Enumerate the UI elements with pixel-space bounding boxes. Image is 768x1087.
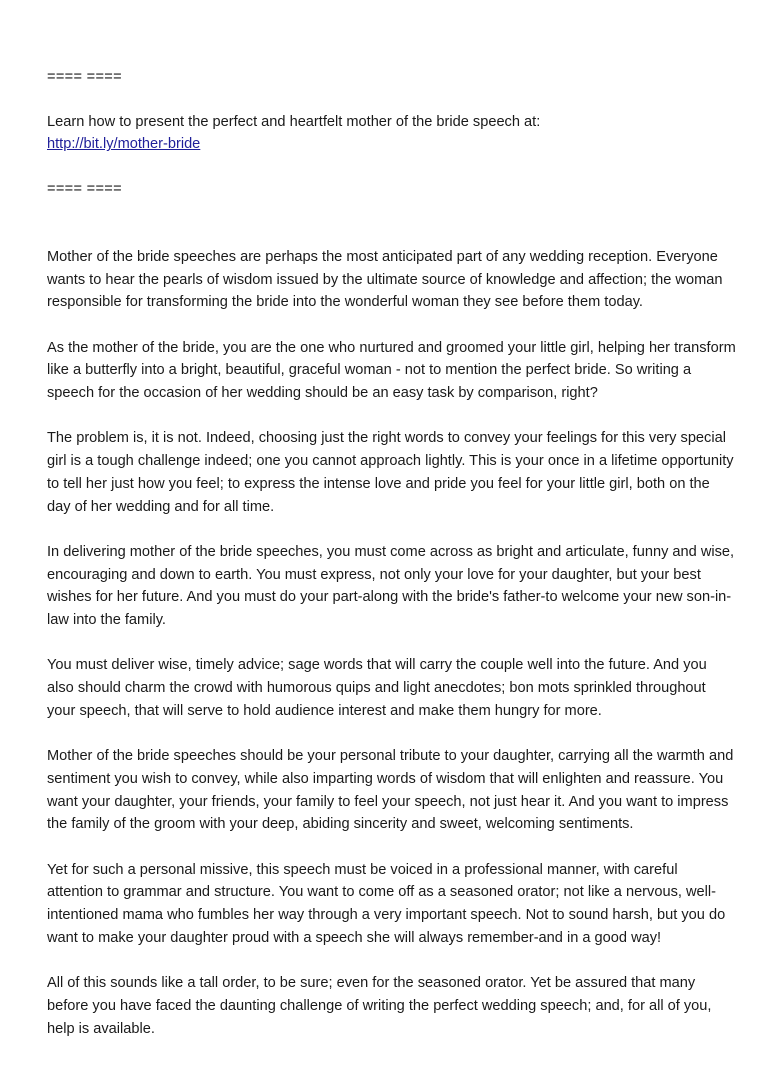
paragraph-3: The problem is, it is not. Indeed, choosing just the right words to convey your feelings for this very special girl is a tough challenge indeed; one you cannot approach lightly. This is your once in a lifetime opportunity to tell her just how you feel; to express the intense love and pride you feel for your little girl, both on the day of her wedding and for all time.: [47, 430, 734, 515]
mother-bride-link[interactable]: http://bit.ly/mother-bride: [47, 136, 201, 153]
paragraph-5: You must deliver wise, timely advice; sage words that will carry the couple well into the future. And you also should charm the crowd with humorous quips and light anecdotes; bon mots sprinkled throughout your speech, that will serve to hold audience interest and make them hungry for more.: [47, 657, 707, 719]
separator-top: ==== ====: [47, 69, 122, 85]
paragraph-8: All of this sounds like a tall order, to be sure; even for the seasoned orator. Yet be assured that many before you have faced the daunting challenge of writing the perfect wedding speech; and, for all of you, help is available.: [47, 975, 712, 1037]
document-page: [47, 66, 737, 1063]
paragraph-4: In delivering mother of the bride speeches, you must come across as bright and articulate, funny and wise, encouraging and down to earth. You must express, not only your love for your daughter, but your best wishes for her future. And you must do your part-along with the bride's father-to welcome your new son-in-law into the family.: [47, 543, 735, 629]
paragraph-2: As the mother of the bride, you are the one who nurtured and groomed your little girl, helping her transform like a butterfly into a bright, beautiful, graceful woman - not to mention the perfect bride. So writing a speech for the occasion of her wedding should be an easy task by comparison, right?: [47, 339, 736, 402]
intro-text: Learn how to present the perfect and heartfelt mother of the bride speech at:: [47, 113, 541, 130]
paragraph-6: Mother of the bride speeches should be your personal tribute to your daughter, carrying all the warmth and sentiment you wish to convey, while also imparting words of wisdom that will enlighten and reassure. You want your daughter, your friends, your family to feel your speech, not just hear it. And you want to impress the family of the groom with your deep, abiding sincerity and sweet, welcoming sentiments.: [47, 748, 734, 833]
intro-block: [47, 111, 737, 156]
paragraph-7: Yet for such a personal missive, this speech must be voiced in a professional manner, with careful attention to grammar and structure. You want to come off as a seasoned orator; not like a nervous, well-intentioned mama who fumbles her way through a very important speech. Not to sound harsh, but you do want to make your daughter proud with a speech she will always remember-and in a good way!: [47, 861, 726, 946]
article-body: [47, 246, 737, 1041]
separator-bottom: ==== ====: [47, 181, 122, 198]
paragraph-1: Mother of the bride speeches are perhaps the most anticipated part of any wedding reception. Everyone wants to hear the pearls of wisdom issued by the ultimate source of knowledge and affection; the woman responsible for transforming the bride into the wonderful woman they see before them today.: [47, 248, 723, 311]
